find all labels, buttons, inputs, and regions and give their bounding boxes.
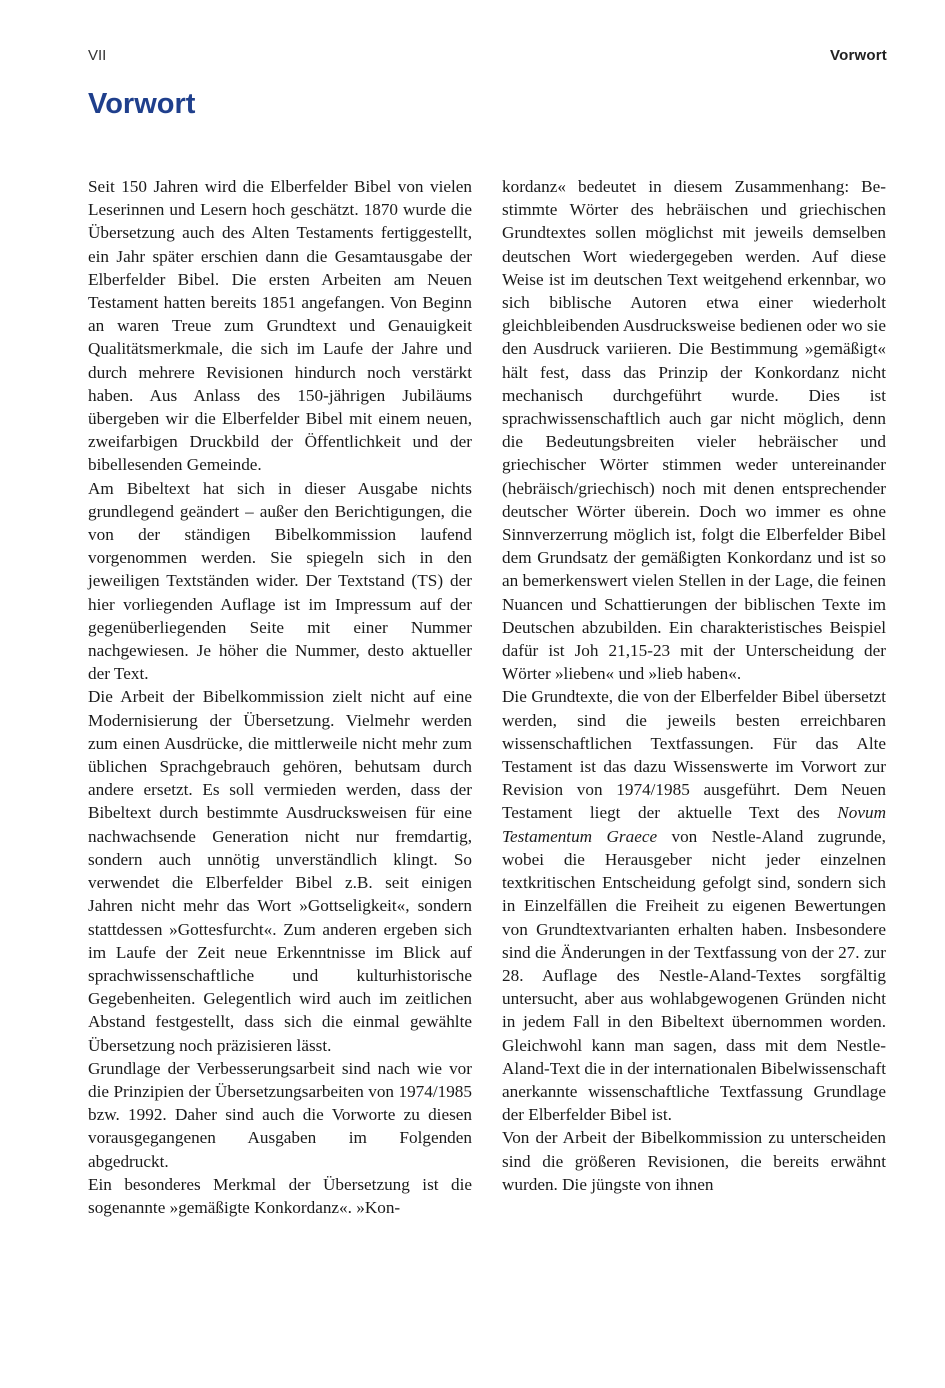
paragraph: Am Bibeltext hat sich in dieser Ausgabe nichts grundlegend geändert – außer den Berichtigungen, die von der ständigen Bibelkommission laufend vorgenommen werden. Sie spiegeln sich in den jeweiligen Textständen wider. Der Textstand (TS) der hier vorliegenden Auflage ist im Impressum auf der gegenüberliegenden Seite mit einer Nummer nachgewiesen. Je höher die Nummer, desto aktueller der Text. xyxy=(88,478,472,684)
paragraph: Von der Arbeit der Bibelkommission zu unterscheiden sind die größeren Revisionen, die bereits erwähnt wurden. Die jüngste von ihnen xyxy=(502,1128,886,1194)
running-head: Vorwort xyxy=(830,47,887,64)
paragraph: Seit 150 Jahren wird die Elberfelder Bibel von vielen Leserinnen und Lesern hoch geschätzt. 1870 wurde die Übersetzung auch des Alten Testaments fertiggestellt, ein Jahr später erschien dann die Gesamtausgabe der Elberfelder Bibel. Die ersten Arbeiten am Neuen Testament hatten bereits 1851 angefangen. Von Beginn an waren Treue zum Grundtext und Genauigkeit Qualitätsmerkmale, die sich im Laufe der Jahre und durch mehrere Revisionen hindurch noch verstärkt haben. Aus Anlass des 150-jährigen Jubiläums übergeben wir die Elberfelder Bibel mit einem neuen, zweifarbigen Druckbild der Öffentlichkeit und der bibellesenden Gemeinde. xyxy=(88,177,472,475)
text-run: Die Grundtexte, die von der Elberfelder Bibel übersetzt werden, sind die jeweils besten erreichbaren wissenschaftlichen Textfassungen. Für das Alte Testament ist das dazu Wissenswerte im Vorwort zur Revision von 1974/1985 ausgeführt. Dem Neuen Testament liegt der aktuelle Text des xyxy=(502,687,886,823)
right-column xyxy=(502,175,886,1196)
page-number: VII xyxy=(88,47,107,64)
text-run: von Nestle-Aland zugrunde, wobei die Herausgeber nicht jeder einzelnen textkritischen Entscheidung gefolgt sind, sondern sich in Einzelfällen die Freiheit zu eigenen Bewertungen von Grundtextvarianten erhalten haben. Insbesondere sind die Änderungen in der Textfassung von der 27. zur 28. Auflage des Nestle-Aland-Textes sorgfältig untersucht, aber aus wohlabgewogenen Gründen nicht in jedem Fall in den Bibeltext übernommen worden. Gleichwohl kann man sagen, dass mit dem Nestle-Aland-Text die in der internationalen Bibelwissenschaft anerkannte wissenschaftliche Textfassung Grundlage der Elberfelder Bibel ist. xyxy=(502,826,886,1125)
paragraph: kordanz« bedeutet in diesem Zusammenhang: Bestimmte Wörter des hebräischen und griechischen Grundtextes sollen möglichst mit jeweils demselben deutschen Wort wiedergegeben werden. Auf diese Weise ist im deutschen Text weitgehend erkennbar, wo sich biblische Autoren etwa einer wiederholt gleichbleibenden Ausdrucksweise bedienen oder wo sie den Ausdruck variieren. Die Bestimmung »gemäßigt« hält fest, dass das Prinzip der Konkordanz nicht mechanisch durchgeführt wurde. Dies ist sprachwissenschaftlich auch gar nicht möglich, denn die Bedeutungsbreiten vieler hebräischer und griechischer Wörter stimmen weder untereinander (hebräisch/griechisch) noch mit denen entsprechender deutscher Wörter überein. Doch wo immer es ohne Sinnverzerrung möglich ist, folgt die Elberfelder Bibel dem Grundsatz der gemäßigten Konkordanz und ist so an bemerkenswert vielen Stellen in der Lage, die feinen Nuancen und Schattierungen der biblischen Texte im Deutschen abzubilden. Ein charakteristisches Beispiel dafür ist Joh 21,15-23 mit der Unterscheidung der Wörter »lieben« und »lieb haben«. xyxy=(502,177,886,684)
paragraph: Grundlage der Verbesserungsarbeit sind nach wie vor die Prinzipien der Übersetzungsarbeiten von 1974/1985 bzw. 1992. Daher sind auch die Vorworte zu diesen vorausgegangenen Ausgaben im Folgenden abgedruckt. xyxy=(88,1058,472,1171)
paragraph xyxy=(502,685,886,1126)
left-column xyxy=(88,175,472,1219)
page-title: Vorwort xyxy=(88,88,196,120)
paragraph: Ein besonderes Merkmal der Übersetzung ist die sogenannte »gemäßigte Konkordanz«. »Kon- xyxy=(88,1174,472,1217)
paragraph: Die Arbeit der Bibelkommission zielt nicht auf eine Modernisierung der Übersetzung. Vielmehr werden zum einen Ausdrücke, die mittlerweile nicht mehr zum üblichen Sprachgebrauch gehören, behutsam durch andere ersetzt. Es soll vermieden werden, dass der Bibeltext durch bestimmte Ausdrucksweisen für eine nachwachsende Generation nicht nur fremdartig, sondern auch unnötig unverständlich klingt. So verwendet die Elberfelder Bibel z.B. seit einigen Jahren nicht mehr das Wort »Gottseligkeit«, sondern stattdessen »Gottesfurcht«. Zum anderen ergeben sich im Laufe der Zeit neue Erkenntnisse im Blick auf sprachwissenschaftliche und kulturhistorische Gegebenheiten. Gelegentlich wird auch im zeitlichen Abstand festgestellt, dass sich die einmal gewählte Übersetzung noch präzisieren lässt. xyxy=(88,687,472,1055)
book-title: Novum Testamentum Graece xyxy=(502,803,886,846)
